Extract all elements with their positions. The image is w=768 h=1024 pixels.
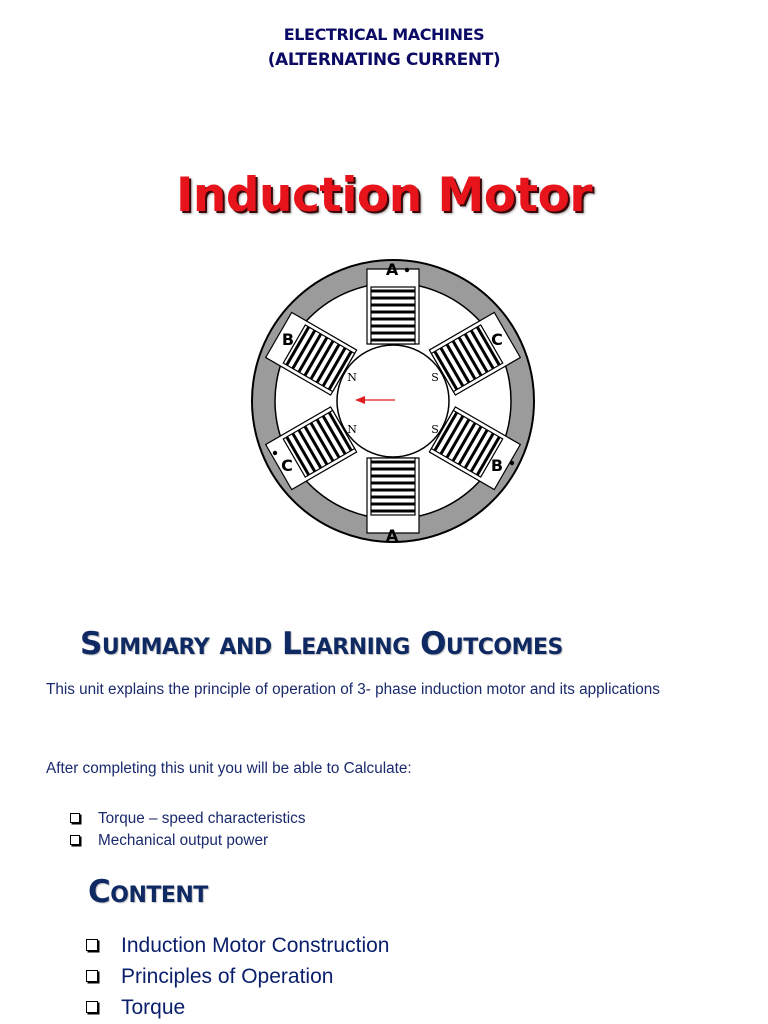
checkbox-bullet-icon <box>86 1001 98 1013</box>
checkbox-bullet-icon <box>86 939 98 951</box>
rotor-label-s-lower: S <box>431 423 439 436</box>
phase-label-b-upper: B <box>281 330 295 349</box>
content-list <box>86 930 389 1023</box>
list-item: Torque <box>86 992 389 1023</box>
document-title: Induction Motor <box>175 168 593 223</box>
checkbox-bullet-icon <box>70 813 80 823</box>
phase-label-c-upper: C <box>491 330 503 349</box>
unit-description: This unit explains the principle of operation of 3- phase induction motor and its applications <box>46 681 660 698</box>
rotor-label-s-upper: S <box>431 371 439 384</box>
list-item: Principles of Operation <box>86 961 389 992</box>
list-item: Induction Motor Construction <box>86 930 389 961</box>
list-item: Torque – speed characteristics <box>70 808 305 830</box>
rotor-label-n-upper: N <box>347 371 357 384</box>
outcomes-intro: After completing this unit you will be able to Calculate: <box>46 760 412 777</box>
checkbox-bullet-icon <box>86 970 98 982</box>
list-item: Mechanical output power <box>70 830 305 852</box>
rotor-label-n-lower: N <box>347 423 357 436</box>
rotor <box>337 345 449 457</box>
phase-label-c-lower: C <box>281 456 293 475</box>
phase-label-a-bottom: A <box>385 526 399 545</box>
course-subtitle: (ALTERNATING CURRENT) <box>267 50 501 70</box>
induction-motor-diagram <box>248 256 538 546</box>
phase-label-a-top: A <box>385 260 399 279</box>
phase-label-b-lower: B <box>490 456 504 475</box>
content-heading: Content <box>88 874 208 910</box>
checkbox-bullet-icon <box>70 835 80 845</box>
summary-heading: Summary and Learning Outcomes <box>80 626 563 662</box>
course-title: ELECTRICAL MACHINES <box>283 25 485 44</box>
outcomes-list <box>70 808 305 852</box>
